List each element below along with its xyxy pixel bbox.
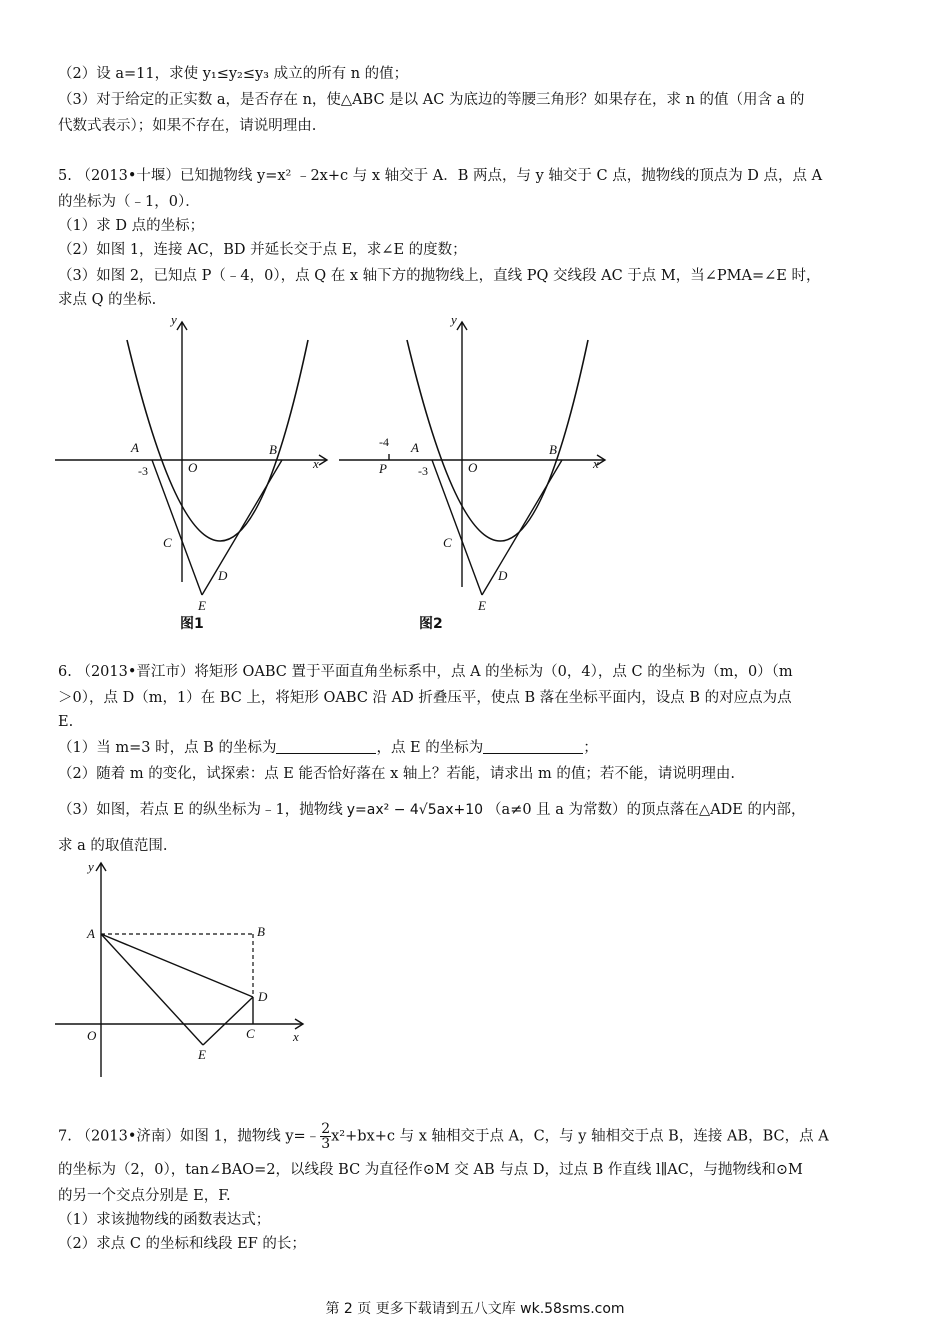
figure-2-caption: 图2 [419, 616, 443, 632]
p5-line-6: 求点 Q 的坐标. [58, 292, 157, 308]
parabola [127, 340, 308, 541]
point-d-label: D [218, 568, 228, 583]
fraction-denominator: 3 [321, 1136, 331, 1152]
point-c-label: C [246, 1026, 255, 1041]
figure-1-caption: 图1 [180, 616, 204, 632]
p6-q3-text-b: （a≠0 且 a 为常数）的顶点落在△ADE 的内部， [487, 802, 806, 818]
figure-2 [335, 310, 625, 635]
point-d-label: D [258, 989, 268, 1004]
y-label: y [171, 312, 177, 327]
p7-line-4: （1）求该抛物线的函数表达式； [58, 1212, 271, 1228]
p7-line-3: 的另一个交点分别是 E，F. [58, 1188, 231, 1204]
x-label: x [313, 456, 319, 471]
line-ad [101, 934, 253, 997]
p6-q1-text-b: ，点 E 的坐标为 [376, 740, 484, 756]
point-e-label: E [478, 598, 486, 613]
figure-1 [55, 310, 345, 635]
x-label: x [293, 1029, 299, 1044]
p5-line-2: 的坐标为（﹣1，0）． [58, 194, 200, 210]
tick-neg3-label: -3 [418, 464, 428, 478]
p7-line-1-b: x²+bx+c 与 x 轴相交于点 A，C，与 y 轴相交于点 B，连接 AB，BC，点 A [331, 1128, 829, 1145]
p4-line-1: （2）设 a=11，求使 y₁≤y₂≤y₃ 成立的所有 n 的值； [58, 66, 409, 82]
line-be [202, 460, 282, 595]
p6-q1-text-c: ； [583, 740, 598, 756]
point-b-label: B [257, 924, 265, 939]
p6-q1-text-a: （1）当 m=3 时，点 B 的坐标为 [58, 740, 277, 756]
origin-label: O [188, 460, 198, 475]
point-b-label: B [269, 442, 277, 457]
page-footer: 第 2 页 更多下载请到五八文库 wk.58sms.com [325, 1301, 625, 1317]
p4-line-3: 代数式表示）；如果不存在，请说明理由. [58, 118, 317, 134]
p6-line-4 [58, 738, 598, 758]
parabola [407, 340, 588, 541]
line-ae [101, 934, 203, 1045]
point-a-label: A [131, 440, 139, 455]
fraction-numerator: 2 [321, 1121, 331, 1137]
p6-line-7: 求 a 的取值范围. [58, 838, 168, 854]
p6-line-6 [58, 800, 805, 820]
p7-line-1-a: 7. （2013•济南）如图 1，抛物线 y=﹣ [58, 1128, 321, 1145]
point-c-label: C [163, 535, 172, 550]
p6-q3-text-a: （3）如图，若点 E 的纵坐标为﹣1，抛物线 [58, 802, 343, 818]
x-label: x [593, 456, 599, 471]
point-c-label: C [443, 535, 452, 550]
p6-parabola-formula: y=ax² − 4√5ax+10 [346, 802, 484, 818]
p4-line-2: （3）对于给定的正实数 a，是否存在 n，使△ABC 是以 AC 为底边的等腰三角形？如果存在，求 n 的值（用含 a 的 [58, 92, 805, 108]
origin-label: O [468, 460, 478, 475]
p6-line-3: E. [58, 714, 74, 730]
line-be [482, 460, 562, 595]
tick-neg3-label: -3 [138, 464, 148, 478]
p5-line-3: （1）求 D 点的坐标； [58, 218, 205, 234]
point-e-label: E [198, 1047, 206, 1062]
point-d-label: D [498, 568, 508, 583]
tick-neg4-label: -4 [379, 435, 389, 449]
answer-blank-e[interactable] [483, 739, 583, 754]
fraction-two-thirds [320, 1122, 331, 1151]
p6-line-2: ＞0），点 D（m，1）在 BC 上，将矩形 OABC 沿 AD 折叠压平，使点 B 落在坐标平面内，设点 B 的对应点为点 [58, 690, 792, 706]
point-e-label: E [198, 598, 206, 613]
p5-line-1: 5. （2013•十堰）已知抛物线 y=x² ﹣2x+c 与 x 轴交于 A．B 两点，与 y 轴交于 C 点，抛物线的顶点为 D 点，点 A [58, 168, 823, 184]
figure-3 [55, 855, 315, 1085]
point-a-label: A [87, 926, 95, 941]
point-a-label: A [411, 440, 419, 455]
point-p-label: P [379, 461, 387, 476]
p6-line-5: （2）随着 m 的变化，试探索：点 E 能否恰好落在 x 轴上？若能，请求出 m 的值；若不能，请说明理由. [58, 766, 735, 782]
line-ae [432, 460, 482, 595]
p7-line-5: （2）求点 C 的坐标和线段 EF 的长； [58, 1236, 306, 1252]
p5-line-4: （2）如图 1，连接 AC，BD 并延长交于点 E，求∠E 的度数； [58, 242, 467, 258]
p6-line-1: 6. （2013•晋江市）将矩形 OABC 置于平面直角坐标系中，点 A 的坐标为（0，4），点 C 的坐标为（m，0）（m [58, 664, 793, 680]
y-label: y [451, 312, 457, 327]
p7-line-2: 的坐标为（2，0），tan∠BAO=2，以线段 BC 为直径作⊙M 交 AB 与点 D，过点 B 作直线 l∥AC，与抛物线和⊙M [58, 1162, 803, 1178]
p7-line-1 [58, 1122, 829, 1151]
point-b-label: B [549, 442, 557, 457]
answer-blank-b[interactable] [276, 739, 376, 754]
p5-line-5: （3）如图 2，已知点 P（﹣4，0），点 Q 在 x 轴下方的抛物线上，直线 PQ 交线段 AC 于点 M，当∠PMA=∠E 时， [58, 268, 821, 284]
line-ae [152, 460, 202, 595]
y-label: y [88, 859, 94, 874]
origin-label: O [87, 1028, 97, 1043]
